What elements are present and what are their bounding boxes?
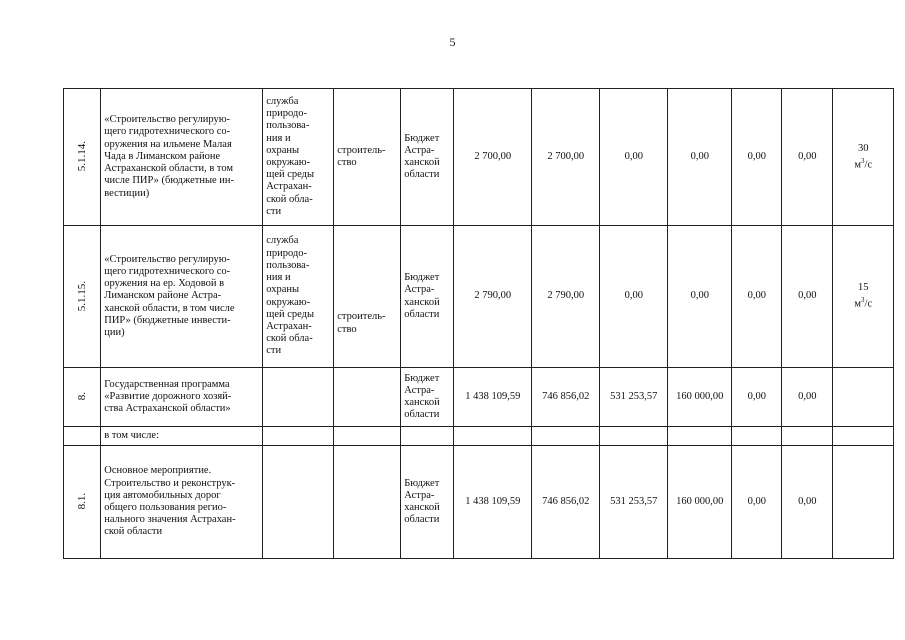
measure-name: Государственная программа «Развитие дорожного хозяй- ства Астраханской области» (104, 378, 232, 415)
row-number: 5.1.15. (76, 280, 89, 312)
amount-total: 2 700,00 (454, 89, 532, 226)
work-type: строитель- ство (337, 311, 386, 335)
row-number: 8. (76, 392, 89, 401)
executor-cell (263, 89, 334, 226)
measure-name-cell (101, 446, 263, 559)
amount-year-1: 746 856,02 (532, 446, 600, 559)
executor-cell (263, 226, 334, 368)
measure-name: Основное мероприятие. Строительство и реконструк- ция автомобильных дорог общего пользования регио- нального значения Астрахан- ской области (104, 465, 236, 538)
funding-source-cell (401, 226, 454, 368)
amount-year-5: 0,00 (782, 89, 833, 226)
amount-total: 1 438 109,59 (454, 368, 532, 427)
row-number-cell (64, 446, 101, 559)
amount-year-4: 0,00 (732, 368, 782, 427)
table-row (64, 427, 894, 446)
amount-year-2: 0,00 (600, 226, 668, 368)
table-row (64, 226, 894, 368)
row-number: 5.1.14. (76, 141, 89, 172)
amount-year-1: 2 700,00 (532, 89, 600, 226)
measure-name-cell (101, 226, 263, 368)
row-number: 8.1. (76, 493, 89, 510)
table-row (64, 89, 894, 226)
amount-year-4: 0,00 (732, 89, 782, 226)
table-row (64, 368, 894, 427)
table-row (64, 446, 894, 559)
executor: служба природо- пользова- ния и охраны окружаю- щей среды Астрахан- ской обла- сти (266, 235, 315, 357)
subtitle: в том числе: (101, 427, 263, 446)
result-unit: $м^3/с$ (854, 156, 873, 171)
amount-year-5: 0,00 (782, 446, 833, 559)
work-type-cell (334, 226, 401, 368)
executor-cell (263, 446, 334, 559)
amount-year-3: 160 000,00 (668, 368, 732, 427)
amount-year-3: 160 000,00 (668, 446, 732, 559)
amount-year-1: 2 790,00 (532, 226, 600, 368)
amount-total: 2 790,00 (454, 226, 532, 368)
row-number-cell (64, 89, 101, 226)
result-cell (833, 89, 894, 226)
measure-name-cell (101, 89, 263, 226)
executor: служба природо- пользова- ния и охраны окружаю- щей среды Астрахан- ской обла- сти (266, 95, 315, 217)
work-type-cell (334, 89, 401, 226)
amount-year-3: 0,00 (668, 89, 732, 226)
work-type-cell (334, 368, 401, 427)
measure-name-cell (101, 368, 263, 427)
funding-source: Бюджет Астра- ханской области (404, 372, 440, 421)
result-cell (833, 368, 894, 427)
funding-source: Бюджет Астра- ханской области (404, 477, 440, 526)
program-table (63, 88, 894, 559)
measure-name: «Строительство регулирую- щего гидротехнического со- оружения на ер. Ходовой в Лиманском районе Астра- ханской области, в том числе ПИР» (бюджетные инвести- ции) (104, 253, 235, 338)
executor-cell (263, 368, 334, 427)
result-unit: $м^3/с$ (854, 296, 873, 310)
row-number-cell (64, 368, 101, 427)
amount-year-2: 0,00 (600, 89, 668, 226)
work-type: строитель- ство (337, 144, 386, 168)
amount-year-2: 531 253,57 (600, 446, 668, 559)
row-number-cell (64, 427, 101, 446)
amount-total: 1 438 109,59 (454, 446, 532, 559)
amount-year-1: 746 856,02 (532, 368, 600, 427)
amount-year-4: 0,00 (732, 226, 782, 368)
measure-name: «Строительство регулирую- щего гидротехнического со- оружения на ильмене Малая Чада в Лиманском районе Астраханской области, в том числе ПИР» (бюджетные ин- вестиции) (104, 114, 235, 199)
amount-year-2: 531 253,57 (600, 368, 668, 427)
funding-source: Бюджет Астра- ханской области (404, 132, 440, 181)
funding-source-cell (401, 446, 454, 559)
funding-source: Бюджет Астра- ханской области (404, 272, 440, 320)
result-cell (833, 226, 894, 368)
result-value: 30 (858, 142, 869, 154)
row-number-cell (64, 226, 101, 368)
amount-year-5: 0,00 (782, 226, 833, 368)
amount-year-4: 0,00 (732, 446, 782, 559)
result-value: 15 (858, 282, 869, 294)
funding-source-cell (401, 368, 454, 427)
result-cell (833, 446, 894, 559)
amount-year-3: 0,00 (668, 226, 732, 368)
funding-source-cell (401, 89, 454, 226)
work-type-cell (334, 446, 401, 559)
page-number: 5 (449, 35, 456, 49)
amount-year-5: 0,00 (782, 368, 833, 427)
